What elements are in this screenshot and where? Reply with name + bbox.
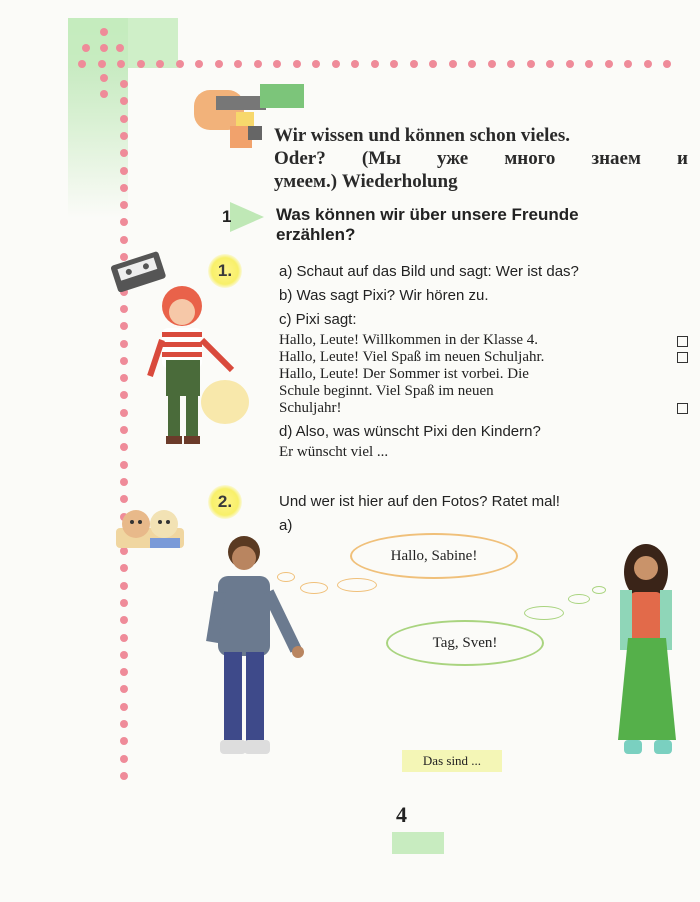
option-2-checkbox[interactable] (677, 352, 688, 363)
border-dot (120, 80, 128, 88)
border-dot (98, 60, 106, 68)
exercise-1-d: d) Also, was wünscht Pixi den Kindern? (279, 423, 541, 440)
border-dot (120, 201, 128, 209)
border-dot (156, 60, 164, 68)
exercise-1-a: a) Schaut auf das Bild und sagt: Wer ist das? (279, 263, 579, 280)
border-dot (82, 44, 90, 52)
border-dot (546, 60, 554, 68)
section-heading-line-2: erzählen? (276, 225, 356, 244)
page-number-bar (392, 832, 444, 854)
section-number: 1 (222, 207, 232, 226)
speech-bubble-sven: Hallo, Sabine! (350, 533, 518, 579)
border-dot (624, 60, 632, 68)
title-word: уже (437, 148, 469, 169)
border-dot (332, 60, 340, 68)
title-word: много (504, 148, 556, 169)
title-line-3: умеем.) Wiederholung (274, 171, 458, 192)
border-dot (120, 167, 128, 175)
border-dot (120, 703, 128, 711)
border-dot (507, 60, 515, 68)
border-dot (120, 305, 128, 313)
border-dot (585, 60, 593, 68)
option-1-text: Hallo, Leute! Willkommen in der Klasse 4. (279, 332, 539, 348)
sven-illustration (196, 532, 308, 770)
border-dot (120, 340, 128, 348)
title-word: и (677, 148, 688, 169)
border-dot (120, 374, 128, 382)
thought-ring (568, 594, 590, 604)
border-dot (120, 426, 128, 434)
exercise-1-badge: 1. (208, 254, 242, 288)
border-dot (120, 115, 128, 123)
border-dot (120, 218, 128, 226)
border-dot (120, 236, 128, 244)
border-dot (120, 616, 128, 624)
option-2-text: Hallo, Leute! Viel Spaß im neuen Schuljahr. (279, 349, 545, 365)
border-dot (120, 668, 128, 676)
border-dot (120, 443, 128, 451)
option-3-text-end: Schuljahr! (279, 400, 342, 416)
title-word: знаем (591, 148, 641, 169)
border-dot (527, 60, 535, 68)
border-dot (429, 60, 437, 68)
border-dot (100, 90, 108, 98)
exercise-2-sub: a) (279, 517, 293, 534)
exercise-2-badge: 2. (208, 485, 242, 519)
border-dot (120, 685, 128, 693)
exercise-1-c: c) Pixi sagt: (279, 311, 357, 328)
border-dot (120, 409, 128, 417)
border-dot (100, 44, 108, 52)
exercise-1-d-answer: Er wünscht viel ... (279, 444, 389, 460)
thought-ring (524, 606, 564, 620)
option-1-checkbox[interactable] (677, 336, 688, 347)
title-line-2 (274, 147, 688, 170)
exercise-1-b: b) Was sagt Pixi? Wir hören zu. (279, 287, 489, 304)
border-dot (120, 357, 128, 365)
border-dot (117, 60, 125, 68)
title-word: (Мы (361, 148, 401, 169)
border-dot (449, 60, 457, 68)
border-dot (120, 634, 128, 642)
pixi-illustration (140, 282, 250, 460)
border-dot (351, 60, 359, 68)
sabine-illustration (610, 542, 694, 772)
border-dot (116, 44, 124, 52)
option-3-text: Hallo, Leute! Der Sommer ist vorbei. Die (279, 366, 529, 382)
border-dot (273, 60, 281, 68)
section-heading (276, 205, 694, 245)
caption-box: Das sind ... (402, 750, 502, 772)
toy-animals-icon (112, 500, 188, 552)
border-dot (120, 599, 128, 607)
border-dot (120, 737, 128, 745)
border-dot (120, 132, 128, 140)
square-icon (228, 120, 268, 160)
border-dot (293, 60, 301, 68)
border-dot (605, 60, 613, 68)
border-dot (120, 478, 128, 486)
border-dot (468, 60, 476, 68)
border-dot (137, 60, 145, 68)
border-dot (215, 60, 223, 68)
title-word: Oder? (274, 148, 326, 169)
border-dot (100, 74, 108, 82)
border-dot (176, 60, 184, 68)
border-dot (120, 564, 128, 572)
section-arrow-icon (226, 200, 266, 234)
exercise-2-prompt: Und wer ist hier auf den Fotos? Ratet mal! (279, 493, 560, 510)
border-dot (120, 582, 128, 590)
border-dot (100, 28, 108, 36)
thought-ring (337, 578, 377, 592)
border-dot (120, 184, 128, 192)
border-dot (78, 60, 86, 68)
option-3-text-cont: Schule beginnt. Viel Spaß im neuen (279, 383, 494, 399)
thought-ring (277, 572, 295, 582)
border-dot (663, 60, 671, 68)
border-dot (488, 60, 496, 68)
border-dot (195, 60, 203, 68)
border-dot (120, 97, 128, 105)
border-dot (120, 149, 128, 157)
section-heading-line-1: Was können wir über unsere Freunde (276, 205, 579, 224)
thought-ring (592, 586, 606, 594)
border-dot (234, 60, 242, 68)
border-dot (120, 651, 128, 659)
border-dot (644, 60, 652, 68)
border-dot (120, 322, 128, 330)
border-dot (410, 60, 418, 68)
option-3-checkbox[interactable] (677, 403, 688, 414)
thought-ring (300, 582, 328, 594)
border-dot (371, 60, 379, 68)
speech-bubble-sabine: Tag, Sven! (386, 620, 544, 666)
border-dot (390, 60, 398, 68)
border-dot (120, 755, 128, 763)
page-number: 4 (396, 802, 407, 827)
border-dot (120, 772, 128, 780)
border-dot (254, 60, 262, 68)
border-dot (120, 461, 128, 469)
border-dot (120, 391, 128, 399)
title-line-1: Wir wissen und können schon vieles. (274, 125, 570, 146)
border-dot (566, 60, 574, 68)
border-dot (312, 60, 320, 68)
page-title (274, 124, 688, 193)
border-dot (120, 720, 128, 728)
